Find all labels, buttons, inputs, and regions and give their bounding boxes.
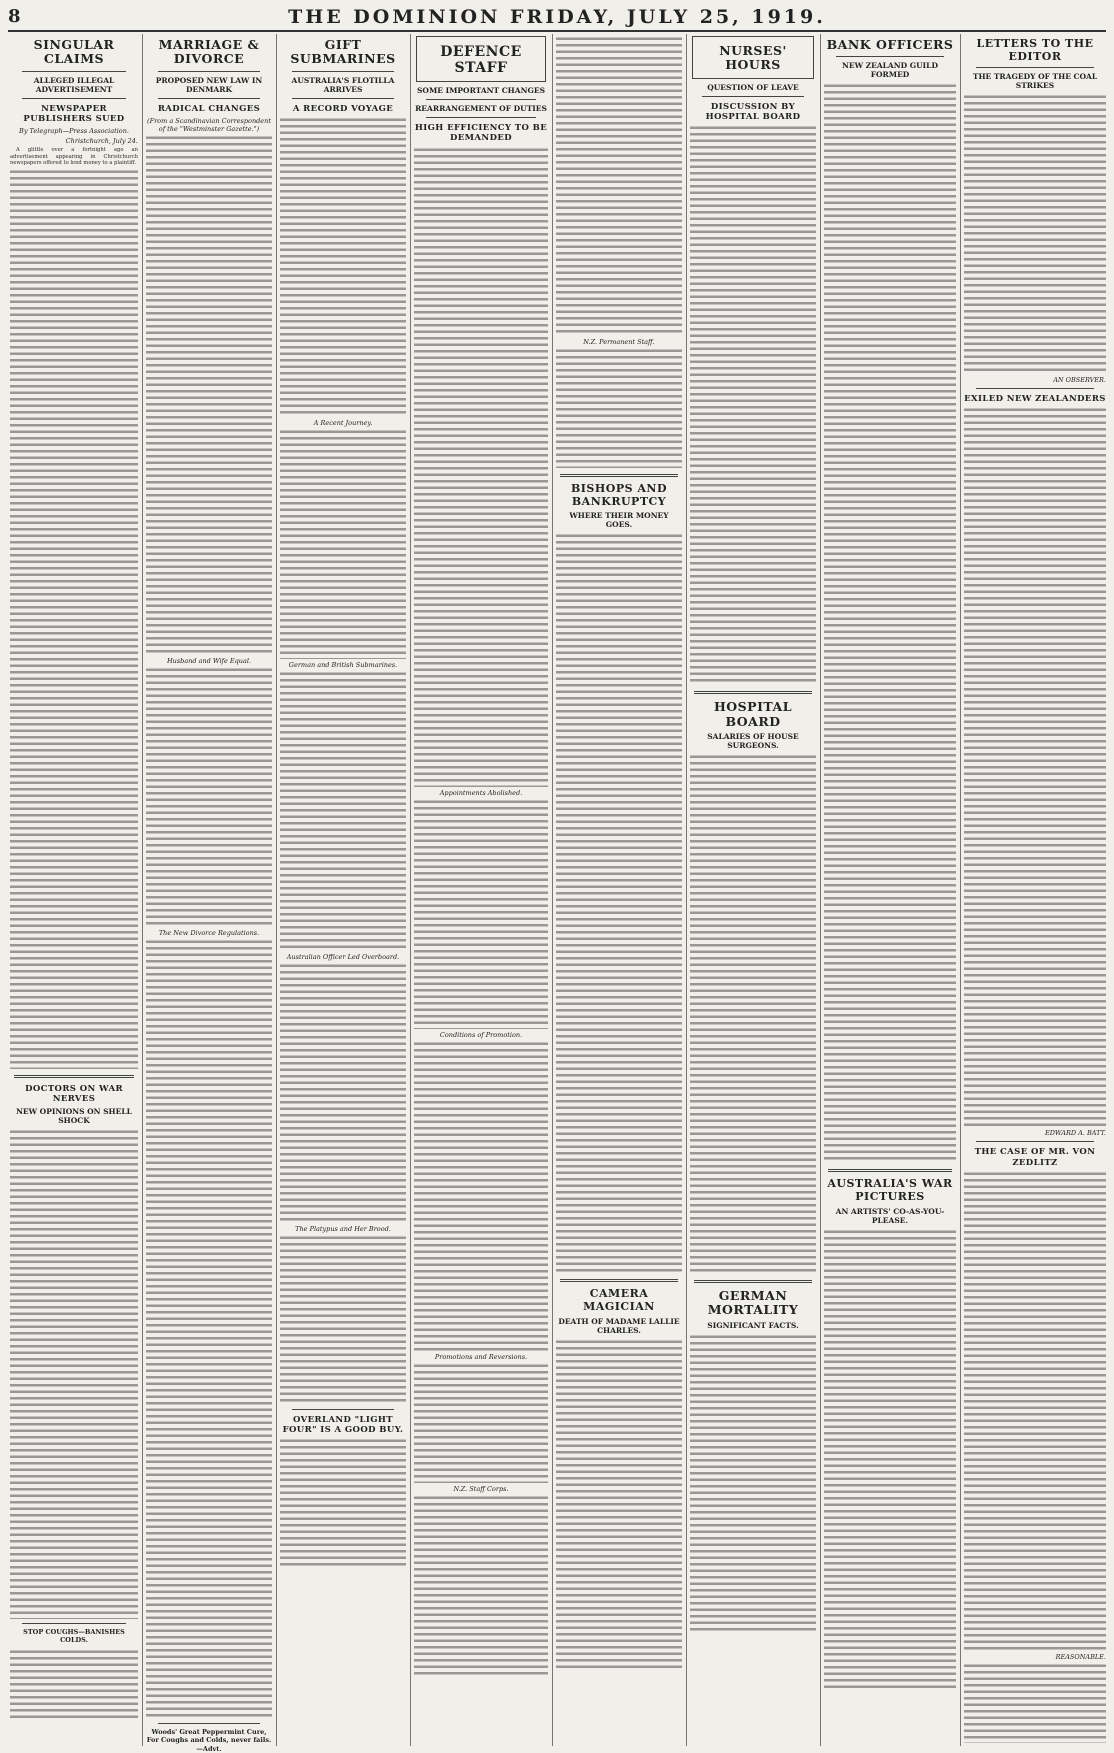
masthead [8,4,1106,32]
article-body [556,348,682,468]
newspaper-title: THE DOMINION FRIDAY, JULY 25, 1919. [288,6,826,28]
subhead-proposed: PROPOSED NEW LAW IN DENMARK [155,75,263,94]
column-rule [820,34,821,1746]
byline: By Telegraph—Press Association. [19,127,129,136]
column-5 [556,34,682,1746]
column-6 [690,34,816,1746]
advertisement: STOP COUGHS—BANISHES COLDS. [23,1628,125,1645]
ad-body [10,1649,138,1719]
ad-body [280,1438,406,1568]
subhead-australian: Australian Officer Led Overboard. [286,952,400,961]
subhead-alleged: ALLEGED ILLEGAL ADVERTISEMENT [33,75,115,94]
column-rule [410,34,411,1746]
subhead-radical: RADICAL CHANGES [157,103,261,114]
subhead-guild: NEW ZEALAND GUILD FORMED [842,61,938,80]
headline-doctors: DOCTORS ON WAR NERVES [25,1083,123,1104]
article-body [824,83,956,1163]
signoff: EDWARD A. BATT. [1044,1129,1106,1138]
article-body [690,125,816,685]
article-body [10,169,138,1069]
column-rule [960,34,961,1746]
column-2 [146,34,272,1753]
subhead-question: QUESTION OF LEAVE [707,82,799,92]
column-rule [276,34,277,1746]
subhead-permanent: N.Z. Permanent Staff. [583,338,655,346]
headline-defence-staff: DEFENCE STAFF [440,44,522,77]
subhead-death: DEATH OF MADAME LALLIE CHARLES. [558,1316,680,1335]
column-1 [10,34,138,1746]
subhead-case: THE CASE OF MR. VON ZEDLITZ [974,1147,1096,1168]
headline-bank: BANK OFFICERS [826,37,954,52]
headline-singular-claims: SINGULAR CLAIMS [33,37,115,67]
signoff: REASONABLE. [1055,1652,1106,1661]
column-rule [552,34,553,1746]
headline-letters: LETTERS TO THE EDITOR [976,37,1094,63]
subhead-promotions: Promotions and Reversions. [434,1352,528,1361]
headline-box [692,36,814,79]
subhead-tragedy: THE TRAGEDY OF THE COAL STRIKES [972,72,1098,91]
column-8 [964,34,1106,1746]
headline-bishops: BISHOPS AND BANKRUPTCY [570,482,668,508]
headline-hospital: HOSPITAL BOARD [713,699,793,729]
subhead-german: German and British Submarines. [288,660,398,669]
headline-gift-submarines: GIFT SUBMARINES [290,37,396,67]
subhead-where: WHERE THEIR MONEY GOES. [569,511,669,530]
article-body [280,1235,406,1405]
headline-german-mortality: GERMAN MORTALITY [707,1287,799,1318]
subhead-important: SOME IMPORTANT CHANGES [417,86,545,96]
subhead-conditions: Conditions of Promotion. [439,1030,523,1039]
column-3 [280,34,406,1746]
article-body [280,671,406,951]
article-body [146,135,272,655]
subhead-husband: Husband and Wife Equal. [166,656,251,665]
letter-body [964,1663,1106,1743]
article-body [556,36,682,336]
signoff: AN OBSERVER. [1053,376,1106,385]
letter-body [964,94,1106,374]
article-body [414,147,548,787]
subhead-newspaper: NEWSPAPER PUBLISHERS SUED [23,103,125,124]
subhead-record: A RECORD VOYAGE [292,103,394,114]
article-body [824,1229,956,1689]
article-body [414,1363,548,1483]
article-body [414,799,548,1029]
article-body [414,1041,548,1351]
article-body [280,429,406,659]
headline-camera: CAMERA MAGICIAN [583,1287,655,1313]
column-7 [824,34,956,1746]
subhead-discussion: DISCUSSION BY HOSPITAL BOARD [705,101,801,122]
subhead-significant: SIGNIFICANT FACTS. [707,1320,799,1330]
headline-nurses: NURSES' HOURS [719,43,787,73]
subhead-artists: AN ARTISTS' CO-AS-YOU-PLEASE. [835,1206,945,1225]
column-rule [142,34,143,1746]
article-body [690,1334,816,1634]
subhead-divorce: The New Divorce Regulations. [158,928,260,937]
article-body [556,1339,682,1669]
article-body [414,1495,548,1675]
advertisement: Woods' Great Peppermint Cure, For Coughs and Colds, never fails.—Advt. [146,1727,272,1753]
byline: (From a Scandinavian Correspondent of the "Westminster Gazette.") [147,116,271,133]
letter-body [964,1171,1106,1651]
subhead-recent: A Recent Journey. [313,418,373,427]
lead-paragraph: A glittle over a fortnight ago an advertisement appearing in Christchurch newspapers offered to lend money to a plaintiff. [10,147,138,167]
subhead-efficiency: HIGH EFFICIENCY TO BE DEMANDED [414,123,548,144]
article-body [690,754,816,1274]
headline-pictures: AUSTRALIA'S WAR PICTURES [827,1177,953,1204]
article-body [280,963,406,1223]
article-body [146,667,272,927]
headline-marriage: MARRIAGE & DIVORCE [158,37,260,67]
column-rule [686,34,687,1746]
subhead-rearrangement: REARRANGEMENT OF DUTIES [415,104,547,114]
dateline: Christchurch, July 24. [65,137,138,146]
article-body [10,1129,138,1619]
headline-box [416,36,546,82]
letter-body [964,407,1106,1127]
subhead-platypus: The Platypus and Her Brood. [295,1224,391,1233]
subhead-nz-staff: N.Z. Staff Corps. [453,1484,509,1493]
article-body [280,117,406,417]
subhead-salaries: SALARIES OF HOUSE SURGEONS. [707,731,799,750]
article-body [146,939,272,1719]
page-number: 8 [8,6,21,27]
subhead-new-opinions: NEW OPINIONS ON SHELL SHOCK [16,1107,132,1125]
subhead-exiled: EXILED NEW ZEALANDERS [964,394,1106,405]
column-4 [414,34,548,1746]
subhead-appointments: Appointments Abolished. [439,788,523,797]
article-body [556,533,682,1273]
advertisement-overland: OVERLAND "LIGHT FOUR" IS A GOOD BUY. [282,1414,404,1436]
subhead-australia: AUSTRALIA'S FLOTILLA ARRIVES [291,75,395,94]
